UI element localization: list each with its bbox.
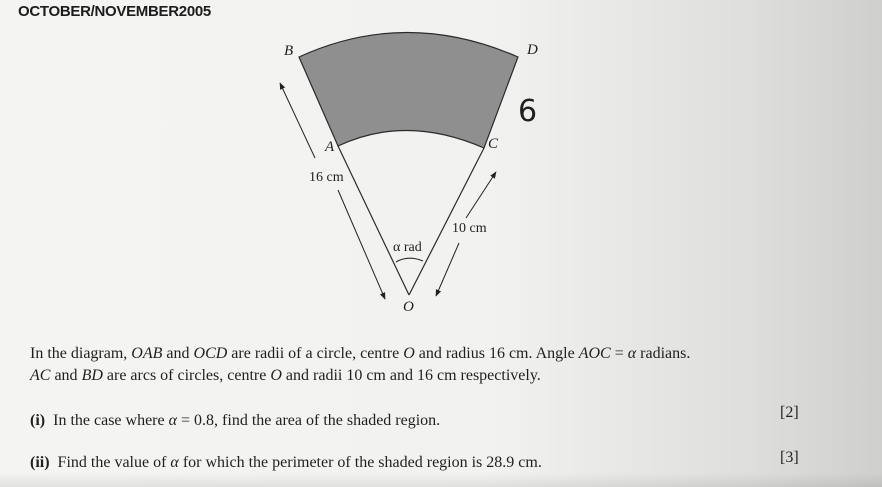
- handwritten-annotation: 6: [518, 94, 538, 129]
- question-i: (i) In the case where α = 0.8, find the area of the shaded region.: [30, 412, 441, 429]
- label-c: C: [488, 136, 499, 152]
- shaded-region: [299, 33, 518, 149]
- label-d: D: [527, 42, 538, 58]
- problem-line-2: AC and BD are arcs of circles, centre O and radii 10 cm and 16 cm respectively.: [30, 367, 541, 384]
- dim-16-arrow-down: [338, 190, 385, 299]
- label-16cm: 16 cm: [309, 170, 344, 185]
- question-ii: (ii) Find the value of α for which the perimeter of the shaded region is 28.9 cm.: [30, 454, 542, 471]
- dim-10-arrow-down: [436, 243, 459, 296]
- problem-line-1: In the diagram, OAB and OCD are radii of a circle, centre O and radius 16 cm. Angle AOC = α radians.: [30, 345, 691, 362]
- label-angle: α rad: [393, 240, 422, 255]
- label-o: O: [403, 299, 414, 315]
- dim-10-arrow-up: [466, 172, 496, 218]
- label-a: A: [325, 139, 335, 155]
- page-header: OCTOBER/NOVEMBER2005: [18, 3, 211, 20]
- label-b: B: [284, 43, 294, 59]
- angle-arc: [396, 258, 423, 262]
- label-10cm: 10 cm: [452, 221, 487, 236]
- marks-i: [2]: [780, 404, 799, 421]
- dim-16-arrow-up: [280, 83, 315, 158]
- marks-ii: [3]: [780, 449, 799, 466]
- photo-shadow: [0, 473, 882, 487]
